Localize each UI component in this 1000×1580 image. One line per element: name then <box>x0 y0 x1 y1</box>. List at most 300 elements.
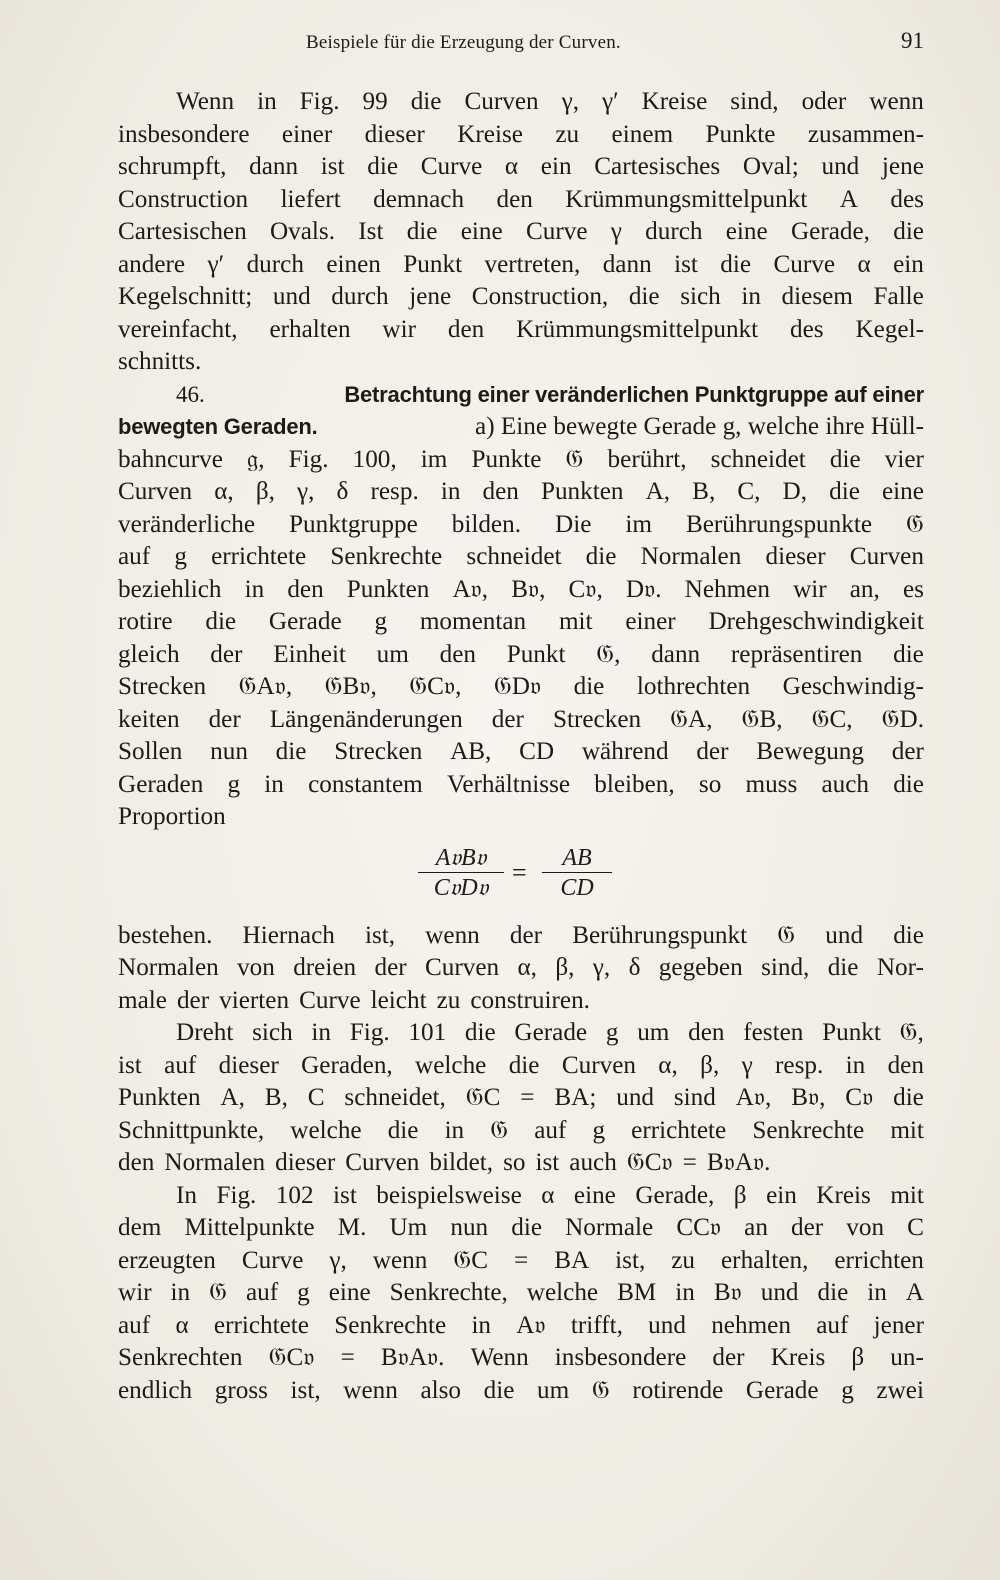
word: so <box>503 1149 526 1176</box>
word: mit <box>890 1181 924 1209</box>
word: diesem <box>781 283 853 310</box>
word: der <box>891 738 924 765</box>
word: gegeben <box>658 954 743 981</box>
text-line <box>118 346 924 379</box>
word: β <box>733 1181 747 1209</box>
word: von <box>846 1214 885 1241</box>
word: 𝔊A, <box>670 705 713 733</box>
word: zu <box>555 120 580 148</box>
paragraph-fig-101 <box>118 1017 924 1180</box>
word: M. <box>337 1214 367 1241</box>
word: Schnittpunkte, <box>118 1116 265 1144</box>
word: Strecken <box>334 738 423 765</box>
word: beispielsweise <box>376 1181 522 1209</box>
word: erhalten, <box>721 1246 809 1274</box>
word: Curve <box>241 1246 304 1274</box>
section-number: 46. <box>176 381 205 407</box>
word: α <box>857 250 871 278</box>
word: 𝔊C𝔳 <box>268 1344 315 1371</box>
word: dieser <box>765 543 826 570</box>
word: die <box>893 921 924 949</box>
word: leicht <box>370 986 427 1014</box>
word: 𝔊B, <box>741 705 783 733</box>
word: also <box>420 1376 462 1404</box>
word: eine <box>881 478 924 505</box>
word: endlich <box>118 1376 193 1404</box>
word: und <box>821 153 860 180</box>
word: die <box>483 1376 515 1404</box>
word: die <box>387 1116 419 1144</box>
text-line <box>118 249 924 282</box>
word: Fig. <box>288 445 329 473</box>
word: Kreise <box>641 88 708 115</box>
word: dieser <box>275 1149 336 1176</box>
word: sind <box>673 1084 716 1111</box>
word: schnitts. <box>118 348 202 375</box>
text-line <box>118 606 924 639</box>
word: gleich <box>118 640 180 668</box>
word: eine <box>573 1181 616 1209</box>
word: 𝔊C, <box>811 705 853 733</box>
word: Punkten <box>346 575 430 603</box>
word: Dreht <box>176 1019 234 1046</box>
word: Punkte <box>705 120 776 148</box>
word: in <box>675 1279 695 1306</box>
word: auf <box>246 1279 279 1306</box>
text-line <box>118 1082 924 1115</box>
word: der <box>491 705 524 733</box>
word: A𝔳 <box>516 1311 546 1339</box>
text-line <box>118 736 924 769</box>
word: α, <box>214 478 234 505</box>
word: B𝔳A𝔳. <box>380 1344 445 1371</box>
word: Ist <box>358 218 384 245</box>
word: Fig. <box>349 1019 390 1046</box>
word: 𝔊A𝔳, <box>238 673 293 700</box>
section-heading-continued: bewegten Geraden. <box>118 414 318 439</box>
word: ein <box>540 153 572 180</box>
word: den <box>287 575 324 603</box>
paragraph-1 <box>118 86 924 379</box>
word: construiren. <box>470 986 590 1014</box>
word: Curven <box>345 1149 420 1176</box>
word: Curven <box>464 88 539 115</box>
section-heading-line-2 <box>118 411 924 444</box>
word: In <box>176 1181 197 1209</box>
word: nun <box>210 738 248 765</box>
text-line <box>118 671 924 704</box>
word: B, <box>264 1084 288 1111</box>
word: jener <box>873 1311 924 1339</box>
text-line <box>118 1050 924 1083</box>
word: den <box>482 478 519 505</box>
word: wenn <box>372 1246 428 1274</box>
word: sind, <box>761 954 810 981</box>
text-line <box>118 801 924 834</box>
word: die <box>893 218 924 245</box>
word: Curve <box>299 986 361 1014</box>
word: un- <box>890 1344 924 1371</box>
word: Gerade, <box>790 218 870 245</box>
word: von <box>237 954 275 981</box>
text-line <box>118 444 924 477</box>
word: Punktgruppe <box>289 510 418 538</box>
word: der <box>374 954 407 981</box>
text-line <box>118 920 924 953</box>
word: β <box>851 1344 865 1371</box>
left-denominator: C𝔳D𝔳 <box>433 874 489 901</box>
word: ist <box>320 153 345 180</box>
word: keiten <box>118 705 180 733</box>
word: zu <box>436 986 461 1014</box>
word: die <box>275 738 307 765</box>
word: = <box>682 1149 697 1176</box>
word: der <box>176 986 210 1014</box>
word: δ <box>628 954 641 981</box>
text-line <box>118 1375 924 1408</box>
word: C <box>307 1084 325 1111</box>
word: γ′ <box>207 250 225 278</box>
word: α <box>504 153 519 180</box>
word: β, <box>255 478 275 505</box>
word: wir <box>793 575 827 603</box>
right-denominator: CD <box>560 874 594 901</box>
word: und <box>648 1311 686 1339</box>
word: A𝔳, <box>735 1084 772 1111</box>
word: γ, <box>329 1246 347 1274</box>
word: andere <box>118 250 186 278</box>
word: γ <box>610 218 622 245</box>
word: Krümmungsmittelpunkt <box>516 315 759 343</box>
word: errichtete <box>211 543 307 570</box>
word: im <box>420 445 448 473</box>
word: wenn <box>869 88 924 115</box>
word: C𝔳, <box>568 575 603 603</box>
section-heading-line <box>118 379 924 412</box>
word: A, <box>220 1084 245 1111</box>
word: g <box>227 770 241 798</box>
word: in <box>244 575 265 603</box>
word: α <box>175 1311 189 1339</box>
word: Kreise <box>457 120 523 148</box>
body-text <box>118 86 924 1407</box>
word: und <box>272 283 311 310</box>
word: sind, <box>730 88 779 115</box>
word: Um <box>389 1214 428 1241</box>
text-line <box>118 952 924 985</box>
word: wenn <box>343 1376 398 1404</box>
word: den <box>118 1149 155 1176</box>
word: C, <box>737 478 761 505</box>
word: Strecken <box>552 705 642 733</box>
word: B𝔳, <box>511 575 546 603</box>
text-line <box>118 151 924 184</box>
word: Falle <box>873 283 924 310</box>
word: die <box>511 1214 543 1241</box>
word: der <box>712 1344 745 1371</box>
word: Kegel- <box>855 315 924 343</box>
word: bahncurve <box>118 445 223 473</box>
word: eine <box>460 218 503 245</box>
word: BA <box>554 1246 590 1274</box>
word: ist <box>674 250 698 278</box>
word: δ <box>336 478 349 505</box>
word: mit <box>890 1116 924 1144</box>
word: ist <box>333 1181 357 1209</box>
word: γ, <box>592 954 611 981</box>
word: C <box>907 1214 924 1241</box>
word: errichten <box>834 1246 924 1274</box>
word: die <box>406 218 438 245</box>
word: Sollen <box>118 738 183 765</box>
text-line <box>118 1115 924 1148</box>
section-heading: Betrachtung einer veränderlichen Punktgruppe auf einer <box>344 381 924 407</box>
word: Hiernach <box>242 921 335 949</box>
word: B, <box>692 478 716 505</box>
word: jene <box>881 153 924 180</box>
word: zu <box>671 1246 696 1274</box>
word: Curven <box>424 954 500 981</box>
word: liefert <box>280 185 341 213</box>
word: den <box>887 1051 924 1079</box>
word: dieser <box>218 1051 279 1079</box>
word: insbesondere <box>118 120 250 148</box>
word: erzeugten <box>118 1246 216 1274</box>
word: CD <box>519 738 555 765</box>
word: dem <box>118 1214 162 1241</box>
word: Punkt <box>506 640 566 668</box>
word: in <box>440 478 461 505</box>
right-fraction <box>542 844 612 903</box>
word: Verhältnisse <box>446 770 571 798</box>
word: 𝔊B𝔳, <box>324 673 377 700</box>
word: bilden. <box>451 510 522 538</box>
word: dreien <box>293 954 357 981</box>
word: wir <box>382 315 416 343</box>
text-line <box>118 1017 924 1050</box>
word: Senkrechte <box>330 543 443 570</box>
word: Curven <box>118 478 193 505</box>
text-line <box>118 86 924 119</box>
word: Gerade <box>268 608 342 635</box>
word: der <box>208 705 241 733</box>
word: einer <box>625 608 676 635</box>
word: γ <box>741 1051 753 1079</box>
word: dann <box>602 250 652 278</box>
word: errichtete <box>631 1116 727 1144</box>
word: Curve <box>420 153 483 180</box>
word: D, <box>782 478 808 505</box>
running-title: Beispiele für die Erzeugung der Curven. <box>306 32 621 53</box>
word: die <box>817 1279 849 1306</box>
text-line <box>118 985 924 1018</box>
word: einem <box>611 120 674 148</box>
word: Punkten <box>540 478 624 505</box>
word: auf <box>816 1311 849 1339</box>
word: A <box>905 1279 924 1306</box>
word: der <box>509 921 543 949</box>
word: Krümmungsmittelpunkt <box>565 185 808 213</box>
word: vertreten, <box>484 250 581 278</box>
word: Kegelschnitt; <box>118 283 253 310</box>
word: β, <box>700 1051 720 1079</box>
word: beziehlich <box>118 575 222 603</box>
text-line <box>118 1180 924 1213</box>
word: auf <box>118 543 151 570</box>
word: Cartesischen <box>118 218 247 245</box>
word: demnach <box>373 185 465 213</box>
word: so <box>698 770 722 798</box>
word: dieser <box>364 120 425 148</box>
text-line <box>118 1212 924 1245</box>
word: die <box>829 478 860 505</box>
word: Strecken <box>118 673 207 700</box>
text-line <box>118 639 924 672</box>
word: 𝔊 <box>565 445 584 473</box>
word: errichtete <box>213 1311 309 1339</box>
word: Gerade, <box>635 1181 715 1209</box>
word: = <box>340 1344 355 1371</box>
word: Längenänderungen <box>269 705 463 733</box>
word: α, <box>517 954 537 981</box>
word: g <box>174 543 187 570</box>
word: Punkt <box>822 1019 881 1046</box>
word: dann <box>651 640 701 668</box>
word: muss <box>745 770 798 798</box>
text-line <box>118 314 924 347</box>
word: Wenn <box>176 88 235 115</box>
word: rotirende <box>632 1376 724 1404</box>
word: 𝔊, <box>899 1019 924 1046</box>
word: 100, <box>352 445 397 473</box>
word: Gerade <box>514 1019 588 1046</box>
word: Geschwindig- <box>782 673 924 700</box>
word: rotire <box>118 608 173 635</box>
text-line <box>118 216 924 249</box>
word: in <box>264 770 284 798</box>
word: γ′ <box>601 88 619 115</box>
word: Einheit <box>273 640 346 668</box>
word: Gerade <box>745 1376 819 1404</box>
right-numerator: AB <box>542 844 612 873</box>
word: zusammen- <box>807 120 924 148</box>
word: Mittelpunkte <box>184 1214 315 1241</box>
word: 𝔊 <box>490 1116 509 1144</box>
word: ist, <box>364 921 396 949</box>
word: g <box>297 1279 310 1306</box>
word: Berührungspunkt <box>572 921 748 949</box>
word: α, <box>658 1051 678 1079</box>
page-number: 91 <box>901 28 924 53</box>
text-line <box>118 1342 924 1375</box>
word: B𝔳A𝔳. <box>706 1149 771 1176</box>
word: Construction, <box>471 283 609 310</box>
word: die <box>410 88 442 115</box>
word: Curven <box>849 543 924 570</box>
word: D𝔳. <box>625 575 662 603</box>
word: schneidet, <box>344 1084 446 1111</box>
word: oder <box>801 88 847 115</box>
word: des <box>890 185 924 213</box>
word: lothrechten <box>636 673 751 700</box>
word: Kreis <box>816 1181 871 1209</box>
word: BA; <box>554 1084 597 1111</box>
text-line <box>118 1147 924 1180</box>
text-line <box>118 281 924 314</box>
word: 𝔤, <box>247 445 265 473</box>
word: ist, <box>290 1376 321 1404</box>
word: 𝔊C <box>465 1084 501 1111</box>
word: die <box>893 1084 924 1111</box>
word: Proportion <box>118 803 226 830</box>
word: die <box>628 283 660 310</box>
word: Normalen <box>118 954 219 981</box>
word: Berührungspunkte <box>685 510 873 538</box>
word: A, <box>645 478 671 505</box>
word: auch <box>821 770 870 798</box>
word: in <box>444 1116 465 1144</box>
word: AB, <box>450 738 492 765</box>
word: BM <box>617 1279 657 1306</box>
word: die <box>720 250 752 278</box>
word: Normalen <box>640 543 742 570</box>
word: im <box>625 510 652 538</box>
word: = <box>514 1246 529 1274</box>
word: C𝔳 <box>845 1084 874 1111</box>
word: den <box>496 185 533 213</box>
word: Geraden <box>118 770 204 798</box>
word: 𝔊D. <box>881 705 924 733</box>
word: welche <box>526 1279 599 1306</box>
word: eine <box>725 218 768 245</box>
word: sich <box>252 1019 293 1046</box>
word: Curve <box>773 250 836 278</box>
word: in <box>170 1279 191 1306</box>
word: 𝔊C <box>453 1246 489 1274</box>
word: g <box>605 1019 619 1046</box>
equals-sign: = <box>512 857 527 887</box>
word: 𝔊 <box>209 1279 228 1306</box>
word: B𝔳 <box>713 1279 742 1306</box>
word: in <box>867 1279 887 1306</box>
word: mit <box>558 608 593 635</box>
word: A𝔳, <box>452 575 489 603</box>
word: an, <box>849 575 880 603</box>
word: der <box>210 640 243 668</box>
word: die <box>464 1019 496 1046</box>
word: und <box>760 1279 799 1306</box>
left-fraction <box>418 844 504 903</box>
word: den <box>688 1019 725 1046</box>
word: nun <box>450 1214 489 1241</box>
text-line <box>118 1277 924 1310</box>
word: berührt, <box>607 445 687 473</box>
word: zwei <box>876 1376 924 1404</box>
word: Bewegung <box>756 738 864 765</box>
word: die <box>585 543 617 570</box>
word: ein <box>766 1181 797 1209</box>
word: g <box>841 1376 854 1404</box>
word: Senkrechte <box>334 1311 447 1339</box>
word: γ, <box>297 478 315 505</box>
word: die <box>573 673 605 700</box>
word: Oval; <box>742 153 799 180</box>
word: constantem <box>308 770 423 798</box>
word: Construction <box>118 185 249 213</box>
text-line <box>118 509 924 542</box>
word: Curven <box>561 1051 636 1079</box>
word: um <box>637 1019 670 1046</box>
